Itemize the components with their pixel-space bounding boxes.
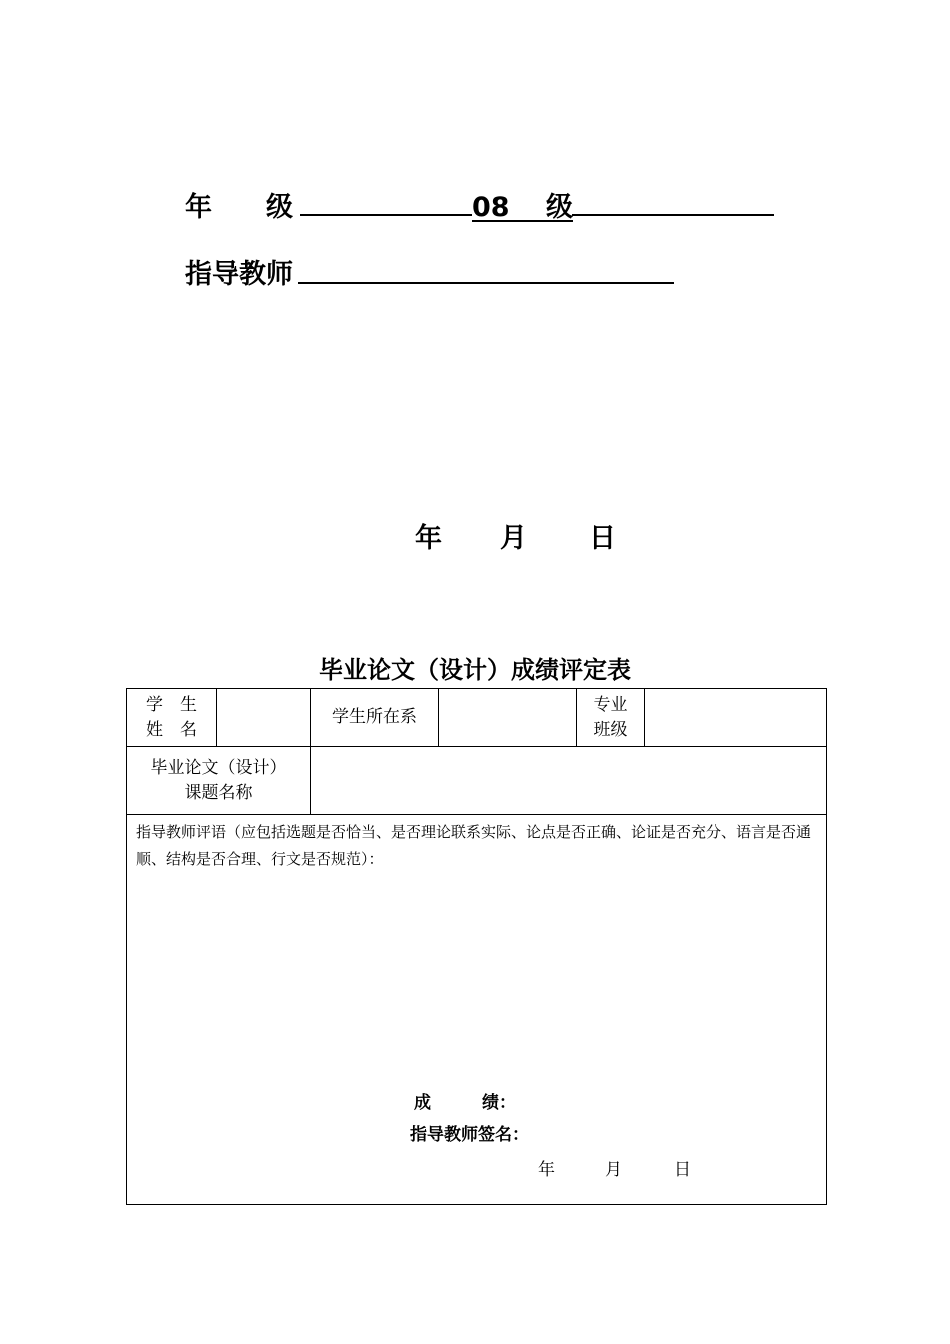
cover-date-year: 年 — [415, 523, 442, 554]
advisor-label: 指导教师 — [185, 259, 293, 290]
grade-form-table — [126, 688, 827, 1205]
advisor-comment-cell[interactable] — [127, 815, 827, 1205]
dept-label-cell: 学生所在系 — [311, 689, 439, 747]
topic-value-cell[interactable] — [311, 747, 827, 815]
dept-value-cell[interactable] — [439, 689, 577, 747]
major-label-cell — [577, 689, 645, 747]
major-label-line2: 班级 — [593, 719, 628, 740]
student-name-label-line2: 姓 名 — [146, 719, 197, 740]
sign-date-day: 日 — [674, 1160, 691, 1180]
student-name-value-cell[interactable] — [217, 689, 311, 747]
student-name-label-cell — [127, 689, 217, 747]
topic-label-cell — [127, 747, 311, 815]
cover-date-day: 日 — [589, 523, 616, 554]
topic-label-line2: 课题名称 — [184, 782, 253, 803]
cover-date-month: 月 — [500, 523, 527, 554]
sign-date-year: 年 — [538, 1160, 555, 1180]
grade-underline-left — [300, 214, 472, 216]
grade-label: 年 级 — [185, 192, 293, 223]
major-label-line1: 专业 — [593, 694, 628, 715]
advisor-comment-label: 指导教师评语（应包括选题是否恰当、是否理论联系实际、论点是否正确、论证是否充分、语言是否通顺、结构是否合理、行文是否规范）： — [136, 823, 812, 868]
advisor-underline — [298, 282, 674, 284]
topic-label-line1: 毕业论文（设计） — [150, 757, 287, 778]
grade-value: 08 级 — [472, 192, 573, 223]
grade-underline-right — [572, 214, 774, 216]
form-title: 毕业论文（设计）成绩评定表 — [319, 656, 631, 684]
major-value-cell[interactable] — [645, 689, 827, 747]
score-label: 成 绩： — [414, 1093, 516, 1113]
advisor-signature-label: 指导教师签名： — [410, 1125, 529, 1145]
student-name-label-line1: 学 生 — [146, 694, 197, 715]
sign-date-month: 月 — [605, 1160, 622, 1180]
